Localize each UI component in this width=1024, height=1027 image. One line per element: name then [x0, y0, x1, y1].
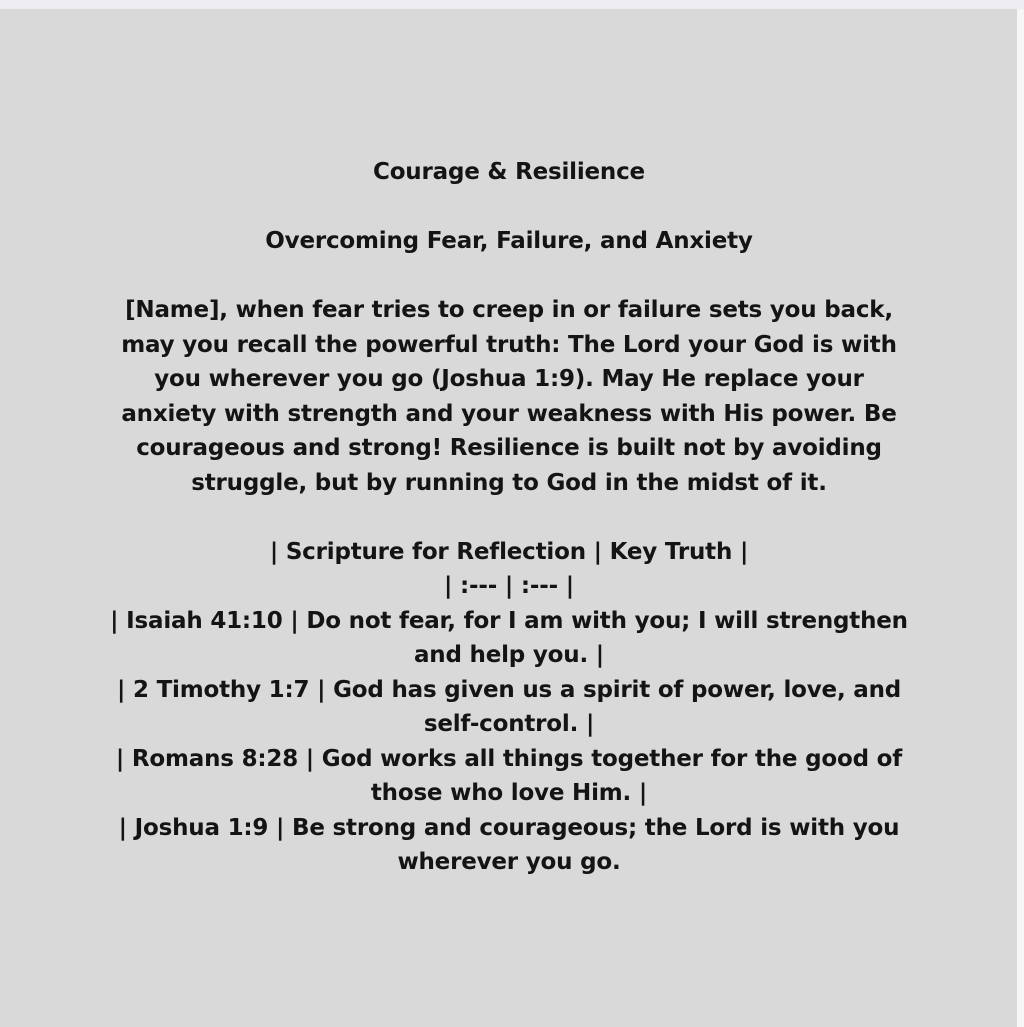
subtitle: Overcoming Fear, Failure, and Anxiety — [265, 228, 753, 254]
table-header-line: | Scripture for Reflection | Key Truth | — [269, 538, 749, 565]
devotional-text — [104, 155, 914, 880]
spacer — [104, 500, 914, 535]
spacer — [104, 259, 914, 294]
table-separator-line: | :--- | :--- | — [444, 573, 574, 599]
table-row-line: | Isaiah 41:10 | Do not fear, for I am with you; I will strengthen and help you. | — [110, 607, 908, 668]
body-paragraph: [Name], when fear tries to creep in or failure sets you back, may you recall the powerful truth: The Lord your God is with you wherever you go (Joshua 1:9). May He replace your anxiety with strength and your weakness with His power. Be courageous and strong! Resilience is built not by avoiding struggle, but by running to God in the midst of it. — [121, 297, 897, 496]
right-edge-strip — [1017, 9, 1024, 1027]
table-row-line: | 2 Timothy 1:7 | God has given us a spirit of power, love, and self-control. | — [116, 676, 902, 737]
spacer — [104, 190, 914, 225]
table-row-line: | Joshua 1:9 | Be strong and courageous; the Lord is with you wherever you go. — [118, 814, 900, 875]
table-row-line: | Romans 8:28 | God works all things together for the good of those who love Him. | — [115, 745, 903, 806]
top-strip — [0, 0, 1024, 9]
title: Courage & Resilience — [373, 159, 645, 185]
